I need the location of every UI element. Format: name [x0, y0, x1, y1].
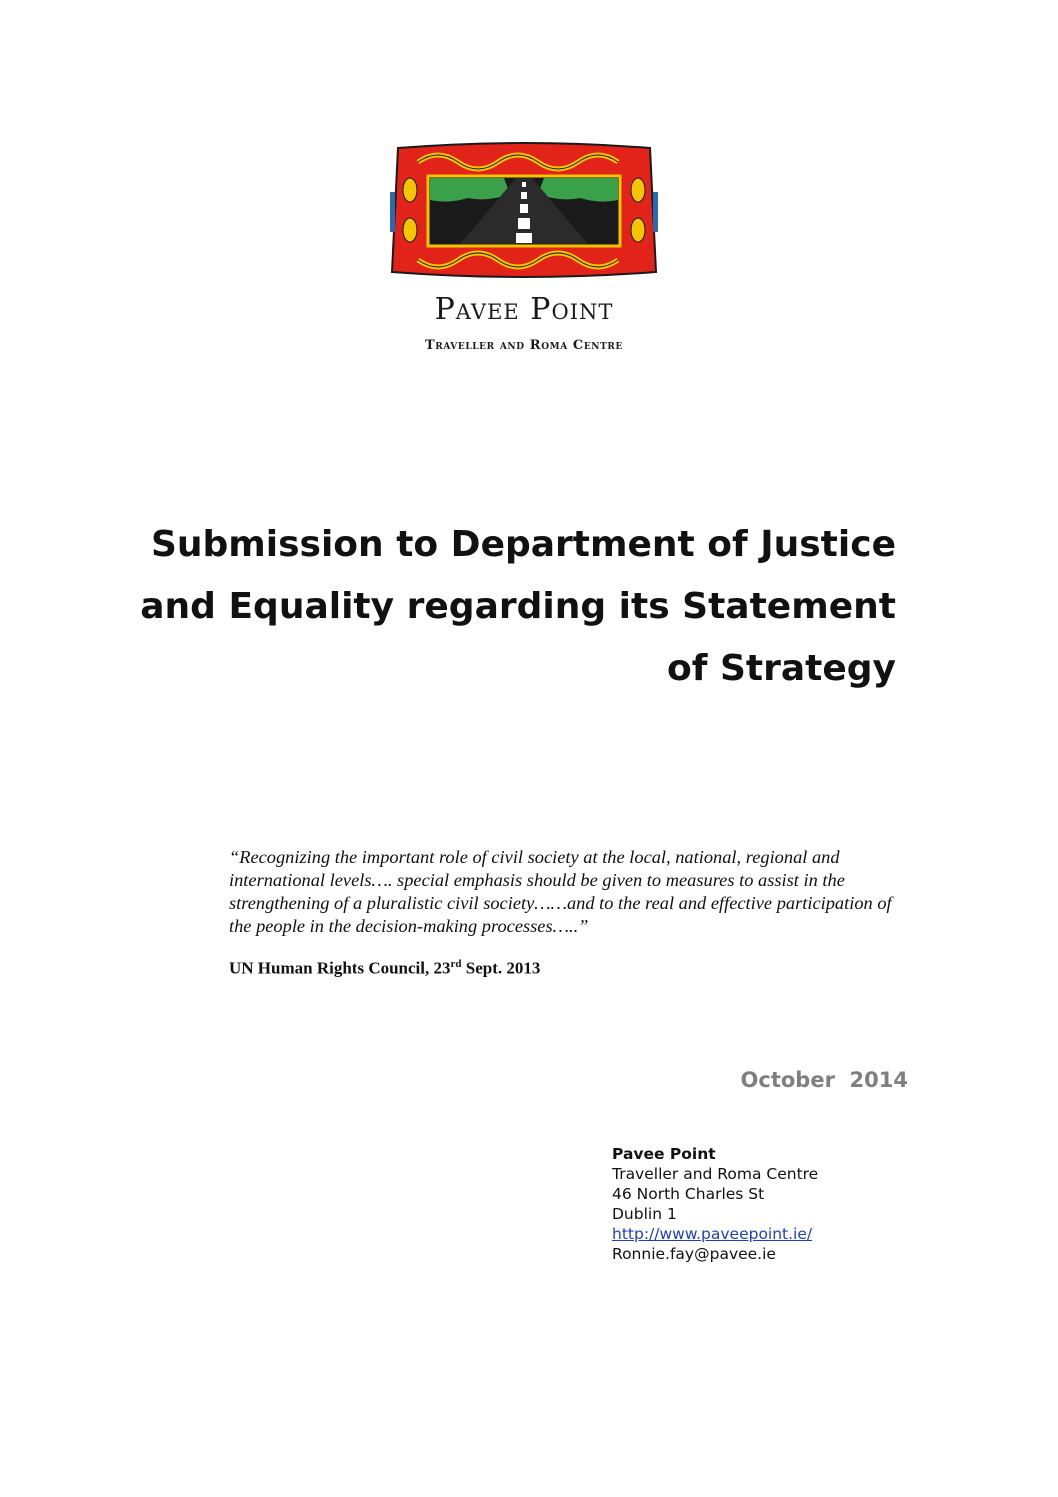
contact-email: Ronnie.fay@pavee.ie: [612, 1245, 776, 1263]
attribution-date: Sept. 2013: [461, 958, 541, 978]
contact-line: 46 North Charles St: [612, 1185, 765, 1203]
attribution-superscript: rd: [450, 958, 462, 970]
attribution-text: UN Human Rights Council, 23: [229, 958, 451, 978]
website-link[interactable]: http://www.paveepoint.ie/: [612, 1225, 813, 1243]
title-line: and Equality regarding its Statement: [140, 586, 896, 627]
epigraph-quote: [229, 846, 949, 938]
pavee-point-road-logo-icon: [388, 142, 660, 278]
logo-subtitle: Traveller and Roma Centre: [425, 338, 623, 353]
quote-line: strengthening of a pluralistic civil society……and to the real and effective participation of: [229, 893, 892, 913]
contact-name: Pavee Point: [612, 1145, 716, 1163]
document-title: [100, 514, 896, 700]
logo-wordmark: Pavee Point: [434, 292, 614, 327]
quote-attribution: [229, 958, 540, 979]
contact-block: [612, 1144, 818, 1264]
quote-line: “Recognizing the important role of civil society at the local, national, regional and: [229, 847, 840, 867]
contact-line: Dublin 1: [612, 1205, 677, 1223]
contact-line: Traveller and Roma Centre: [612, 1165, 819, 1183]
title-line: of Strategy: [667, 648, 896, 689]
quote-line: the people in the decision-making processes…..”: [229, 916, 589, 936]
quote-line: international levels…. special emphasis should be given to measures to assist in the: [229, 870, 845, 890]
title-line: Submission to Department of Justice: [150, 524, 896, 565]
publication-date: October 2014: [740, 1068, 908, 1092]
